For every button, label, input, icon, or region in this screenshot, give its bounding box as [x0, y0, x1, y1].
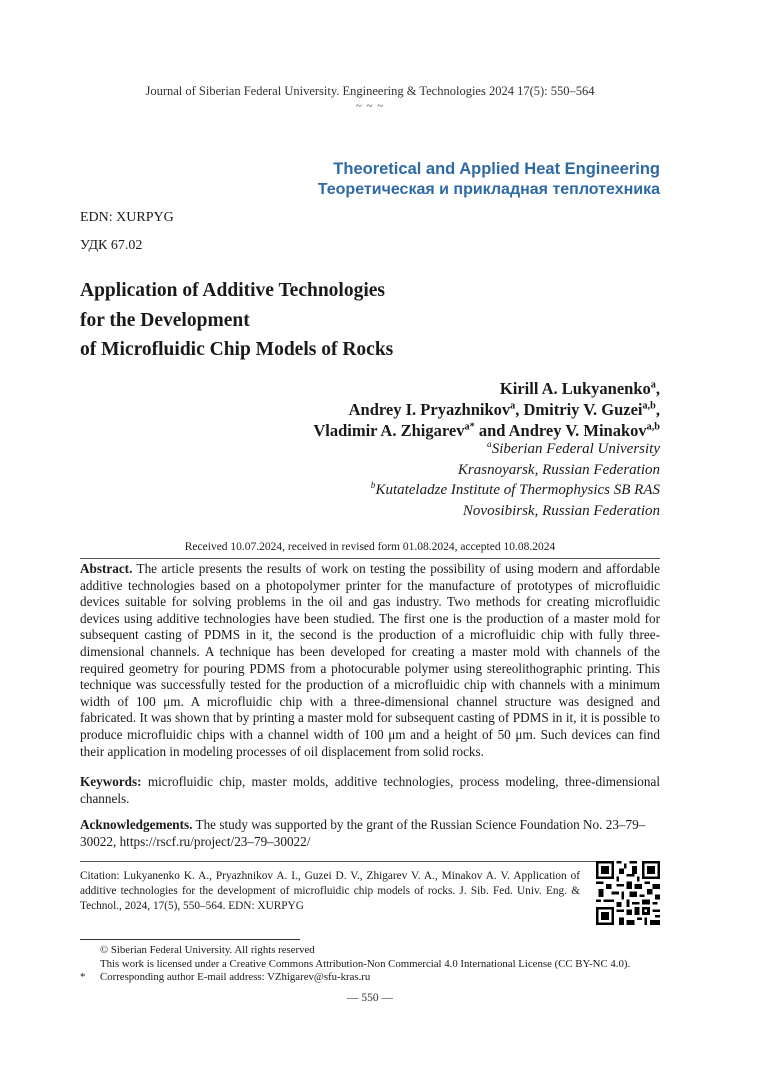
author-separator: ,	[515, 400, 520, 419]
title-line: for the Development	[80, 309, 250, 331]
affiliation-line	[371, 480, 660, 501]
affiliation-line	[371, 439, 660, 460]
author-line	[313, 420, 660, 441]
ack-label: Acknowledgements.	[80, 817, 193, 832]
author-name: Andrey I. Pryazhnikov	[348, 400, 511, 419]
author-and: and	[478, 421, 506, 440]
divider-top	[80, 558, 660, 559]
author-affil-sup: a	[510, 400, 516, 412]
affiliations	[371, 439, 660, 521]
affiliation-name: Kutateladze Institute of Thermophysics SB RAS	[375, 482, 660, 498]
abstract-label: Abstract.	[80, 561, 133, 576]
affiliation-line: Novosibirsk, Russian Federation	[462, 502, 660, 519]
title-line: Application of Additive Technologies	[80, 280, 386, 301]
section-title-ru: Теоретическая и прикладная теплотехника	[317, 181, 660, 198]
journal-header: Journal of Siberian Federal University. Engineering & Technologies 2024 17(5): 550–564	[145, 84, 595, 98]
title-line: of Microfluidic Chip Models of Rocks	[80, 339, 394, 360]
author-name: Kirill A. Lukyanenko	[499, 379, 651, 398]
author-affil-sup: a*	[464, 421, 475, 433]
ack-text: The study was supported by the grant of the Russian Science Foundation No. 23–79–30022, https://rscf.ru/project/23–79–30022/	[80, 817, 646, 849]
footnote-license: This work is licensed under a Creative Commons Attribution-Non Commercial 4.0 International License (CC BY-NC 4.0).	[100, 958, 631, 970]
author-list	[313, 378, 660, 441]
edn-code: EDN: XURPYG	[80, 210, 174, 225]
affil-sup: b	[370, 481, 376, 491]
author-name: Vladimir A. Zhigarev	[313, 421, 465, 440]
affil-sup: a	[487, 440, 492, 450]
author-affil-sup: a,b	[642, 400, 656, 412]
author-name: Andrey V. Minakov	[508, 421, 647, 440]
affiliation-name: Siberian Federal University	[491, 441, 660, 457]
footnote-corresponding: Corresponding author E-mail address: VZhigarev@sfu-kras.ru	[100, 971, 371, 983]
header-separator: ~ ~ ~	[355, 100, 385, 112]
page-number: — 550 —	[347, 992, 393, 1004]
keywords-text: microfluidic chip, master molds, additive technologies, process modeling, three-dimensional channels.	[80, 774, 661, 806]
author-separator: ,	[655, 379, 660, 398]
qr-code-icon	[596, 861, 660, 925]
section-title-en: Theoretical and Applied Heat Engineering	[333, 160, 660, 178]
author-affil-sup: a	[650, 379, 656, 391]
author-separator: ,	[655, 400, 660, 419]
author-name: Dmitriy V. Guzei	[523, 400, 643, 419]
author-line	[313, 378, 660, 399]
footnote-rule	[80, 939, 300, 940]
abstract	[80, 561, 660, 760]
article-title	[80, 276, 393, 365]
author-line	[313, 399, 660, 420]
received-dates: Received 10.07.2024, received in revised form 01.08.2024, accepted 10.08.2024	[184, 541, 556, 553]
keywords	[80, 774, 660, 807]
divider-citation-top	[80, 861, 660, 862]
footnote-copyright: © Siberian Federal University. All rights reserved	[100, 944, 315, 956]
footnote-star: *	[80, 971, 86, 983]
citation: Citation: Lukyanenko K. A., Pryazhnikov A. I., Guzei D. V., Zhigarev V. A., Minakov A. V. Application of additive technologies for the development of microfluidic chip models of rocks. J. Sib. Fed. Univ. Eng. & Technol., 2024, 17(5), 550–564. EDN: XURPYG	[80, 870, 580, 912]
acknowledgements	[80, 817, 660, 850]
author-affil-sup: a,b	[646, 421, 660, 433]
udk-code: УДК 67.02	[80, 238, 143, 253]
affiliation-line: Krasnoyarsk, Russian Federation	[457, 461, 660, 478]
keywords-label: Keywords:	[80, 774, 142, 789]
abstract-text: The article presents the results of work on testing the possibility of using modern and affordable additive technologies based on a photopolymer printer for the manufacture of prototypes of microfluidic devices suitable for solving problems in the oil and gas industry. Two methods for creating microfluidic devices using additive technologies have been studied. The first one is the production of a master mold for subsequent casting of PDMS in it, the second is the production of a microfluidic chip with fully three-dimensional channels. A technique has been developed for creating a master mold with channels of the required geometry for pouring PDMS from a photocurable polymer using stereolithographic printing. This technique was successfully tested for the production of a microfluidic chip with channels with a minimum width of 100 μm. A microfluidic chip with a three-dimensional channel structure was designed and fabricated. It was shown that by printing a master mold for subsequent casting of PDMS in it, it is possible to produce microfluidic chips with a channel width of 100 μm and a height of 50 μm. Such devices can find their application in modeling processes of oil displacement from solid rocks.	[80, 561, 660, 759]
